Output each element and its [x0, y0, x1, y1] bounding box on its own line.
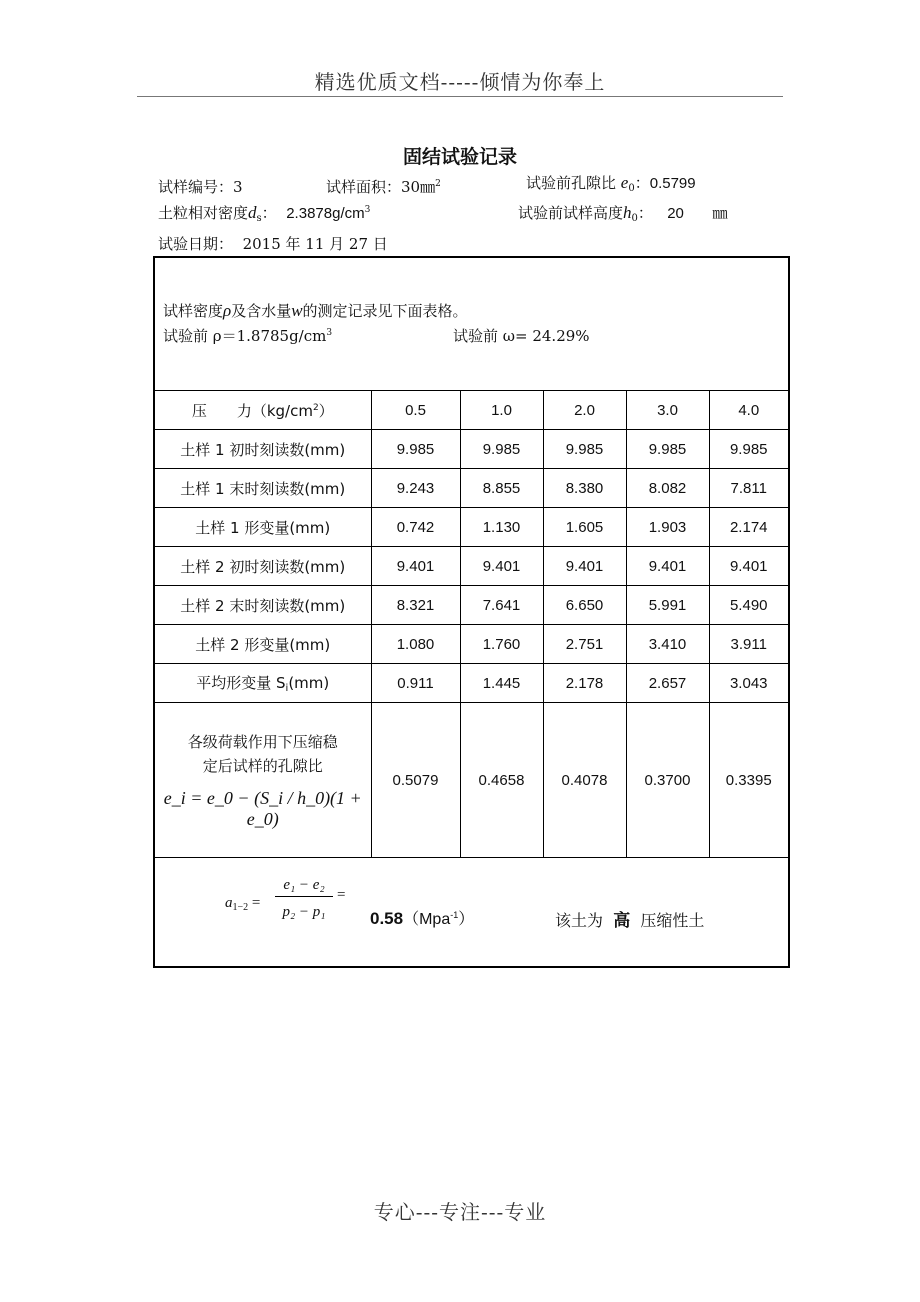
- row-label: 土样 2 初时刻读数(mm): [155, 547, 371, 586]
- area-sup: 2: [435, 179, 441, 189]
- density-value: 2.3878g/cm: [286, 205, 365, 222]
- area-value: 30㎜: [401, 178, 436, 196]
- cell-value: 1.130: [460, 508, 543, 547]
- sample-no: [158, 176, 243, 197]
- cell-value: 9.985: [543, 430, 626, 469]
- cell-value: 8.855: [460, 469, 543, 508]
- average-value: 2.178: [543, 664, 626, 703]
- initial-void-ratio: [526, 172, 696, 194]
- average-label-b: (mm): [288, 674, 330, 692]
- formula-equals: =: [251, 895, 261, 911]
- initial-height: [518, 202, 728, 224]
- void-label: 试验前孔隙比: [526, 174, 617, 192]
- density-label: 土粒相对密度: [158, 204, 249, 222]
- pressure-value: 1.0: [460, 391, 543, 430]
- void-ratio-label: [155, 703, 371, 858]
- average-label: [155, 664, 371, 703]
- compressibility-result: [155, 861, 788, 966]
- height-label: 试验前试样高度: [518, 204, 624, 222]
- row-label: 土样 1 末时刻读数(mm): [155, 469, 371, 508]
- row-label: 土样 2 形变量(mm): [155, 625, 371, 664]
- intro-line-1: [163, 300, 590, 322]
- height-sep: ：: [637, 204, 653, 222]
- cell-value: 9.243: [371, 469, 460, 508]
- row-label: 土样 1 形变量(mm): [155, 508, 371, 547]
- consolidation-table: [155, 390, 788, 858]
- void-symbol: e: [620, 173, 629, 192]
- cell-value: 8.380: [543, 469, 626, 508]
- average-value: 1.445: [460, 664, 543, 703]
- conclusion: [555, 906, 704, 931]
- a-symbol: a: [225, 895, 233, 911]
- void-ratio-formula: e_i = e_0 − (S_i / h_0)(1 + e_0): [163, 788, 362, 829]
- cell-value: 9.401: [543, 547, 626, 586]
- sample-area: [326, 176, 441, 197]
- cell-value: 1.760: [460, 625, 543, 664]
- test-date: [158, 233, 388, 254]
- intro-text-a: 试样密度: [163, 302, 224, 320]
- cell-value: 9.401: [626, 547, 709, 586]
- before-density-text: 试验前 ρ＝1.8785g/cm: [163, 327, 327, 345]
- pressure-row: [155, 391, 788, 430]
- void-sep: ：: [634, 174, 650, 192]
- unit-sup: -1: [450, 910, 459, 920]
- cell-value: 8.321: [371, 586, 460, 625]
- before-density: [163, 322, 453, 347]
- height-symbol-sub: 0: [631, 213, 638, 224]
- intro-text-c: 的测定记录见下面表格。: [302, 302, 468, 320]
- height-unit: ㎜: [712, 204, 728, 222]
- table-row: [155, 625, 788, 664]
- cell-value: 9.985: [371, 430, 460, 469]
- cell-value: 9.401: [709, 547, 788, 586]
- a-symbol-sub: 1−2: [232, 902, 249, 913]
- formula-denominator: p₂ − p₁: [282, 904, 326, 920]
- formula-equals-2: =: [337, 887, 346, 903]
- pressure-label-text: 压 力（kg/cm: [191, 401, 313, 420]
- average-value: 2.657: [626, 664, 709, 703]
- void-ratio-label-1: 各级荷载作用下压缩稳: [187, 733, 338, 751]
- cell-value: 3.410: [626, 625, 709, 664]
- void-ratio-value: 0.4078: [543, 703, 626, 858]
- average-row: [155, 664, 788, 703]
- coefficient-value: [370, 906, 474, 929]
- pressure-label-close: ）: [318, 401, 334, 420]
- cell-value: 1.903: [626, 508, 709, 547]
- cell-value: 9.985: [460, 430, 543, 469]
- pressure-value: 0.5: [371, 391, 460, 430]
- height-symbol: h: [623, 203, 632, 222]
- cell-value: 6.650: [543, 586, 626, 625]
- void-ratio-value: 0.4658: [460, 703, 543, 858]
- cell-value: 9.985: [709, 430, 788, 469]
- density-symbol-sub: s: [256, 213, 262, 224]
- conclusion-a: 该土为: [555, 911, 604, 930]
- void-ratio-value: 0.5079: [371, 703, 460, 858]
- void-symbol-sub: 0: [628, 183, 635, 194]
- average-label-a: 平均形变量 S: [196, 674, 286, 692]
- cell-value: 5.991: [626, 586, 709, 625]
- pressure-value: 4.0: [709, 391, 788, 430]
- cell-value: 9.985: [626, 430, 709, 469]
- date-label: 试验日期：: [158, 235, 234, 253]
- coefficient-number: 0.58: [370, 909, 404, 928]
- rho-symbol: ρ: [223, 301, 232, 320]
- row-label: 土样 1 初时刻读数(mm): [155, 430, 371, 469]
- height-value: 20: [667, 205, 684, 222]
- void-ratio-value: 0.3395: [709, 703, 788, 858]
- table-row: [155, 430, 788, 469]
- page-header: 精选优质文档-----倾情为你奉上: [314, 70, 606, 94]
- table-row: [155, 547, 788, 586]
- pressure-label: [155, 391, 371, 430]
- table-row: [155, 508, 788, 547]
- cell-value: 3.911: [709, 625, 788, 664]
- header-rule: [137, 96, 783, 97]
- intro-text-b: 及含水量: [231, 302, 292, 320]
- page-footer: 专心---专注---专业: [373, 1200, 547, 1224]
- cell-value: 8.082: [626, 469, 709, 508]
- void-ratio-label-2: 定后试样的孔隙比: [202, 757, 323, 775]
- particle-density: [158, 202, 370, 224]
- table-row: [155, 469, 788, 508]
- intro-line-2: [163, 322, 590, 347]
- density-sep: ：: [261, 204, 277, 222]
- table-row: [155, 586, 788, 625]
- cell-value: 1.605: [543, 508, 626, 547]
- cell-value: 1.080: [371, 625, 460, 664]
- sample-no-label: 试样编号：: [158, 178, 234, 196]
- formula-lhs: [225, 895, 260, 913]
- pressure-value: 3.0: [626, 391, 709, 430]
- before-water-content: 试验前 ω= 24.29%: [453, 327, 590, 345]
- pressure-value: 2.0: [543, 391, 626, 430]
- cell-value: 2.174: [709, 508, 788, 547]
- cell-value: 0.742: [371, 508, 460, 547]
- cell-value: 5.490: [709, 586, 788, 625]
- average-label-sub: i: [285, 683, 289, 694]
- unit-close: ）: [458, 911, 475, 928]
- row-label: 土样 2 末时刻读数(mm): [155, 586, 371, 625]
- before-density-sup: 3: [326, 328, 333, 338]
- void-value: 0.5799: [649, 175, 696, 192]
- sample-no-value: 3: [233, 178, 243, 196]
- date-value: 2015 年 11 月 27 日: [242, 235, 388, 253]
- page-title: 固结试验记录: [402, 146, 517, 168]
- table-body: [155, 391, 788, 858]
- cell-value: 7.641: [460, 586, 543, 625]
- density-symbol: d: [248, 203, 257, 222]
- void-ratio-value: 0.3700: [626, 703, 709, 858]
- w-symbol: w: [291, 301, 303, 320]
- conclusion-level: 高: [613, 911, 631, 931]
- cell-value: 2.751: [543, 625, 626, 664]
- intro-text: [163, 300, 590, 347]
- cell-value: 7.811: [709, 469, 788, 508]
- cell-value: 9.401: [460, 547, 543, 586]
- record-frame: [153, 256, 790, 968]
- pressure-label-sup: 2: [312, 402, 319, 413]
- average-value: 0.911: [371, 664, 460, 703]
- formula-numerator: e₁ − e₂: [275, 877, 333, 897]
- void-ratio-row: [155, 703, 788, 858]
- area-label: 试样面积：: [326, 178, 402, 196]
- average-value: 3.043: [709, 664, 788, 703]
- density-sup: 3: [364, 205, 371, 215]
- unit-open: （Mpa: [403, 911, 451, 928]
- conclusion-c: 压缩性土: [640, 911, 705, 930]
- cell-value: 9.401: [371, 547, 460, 586]
